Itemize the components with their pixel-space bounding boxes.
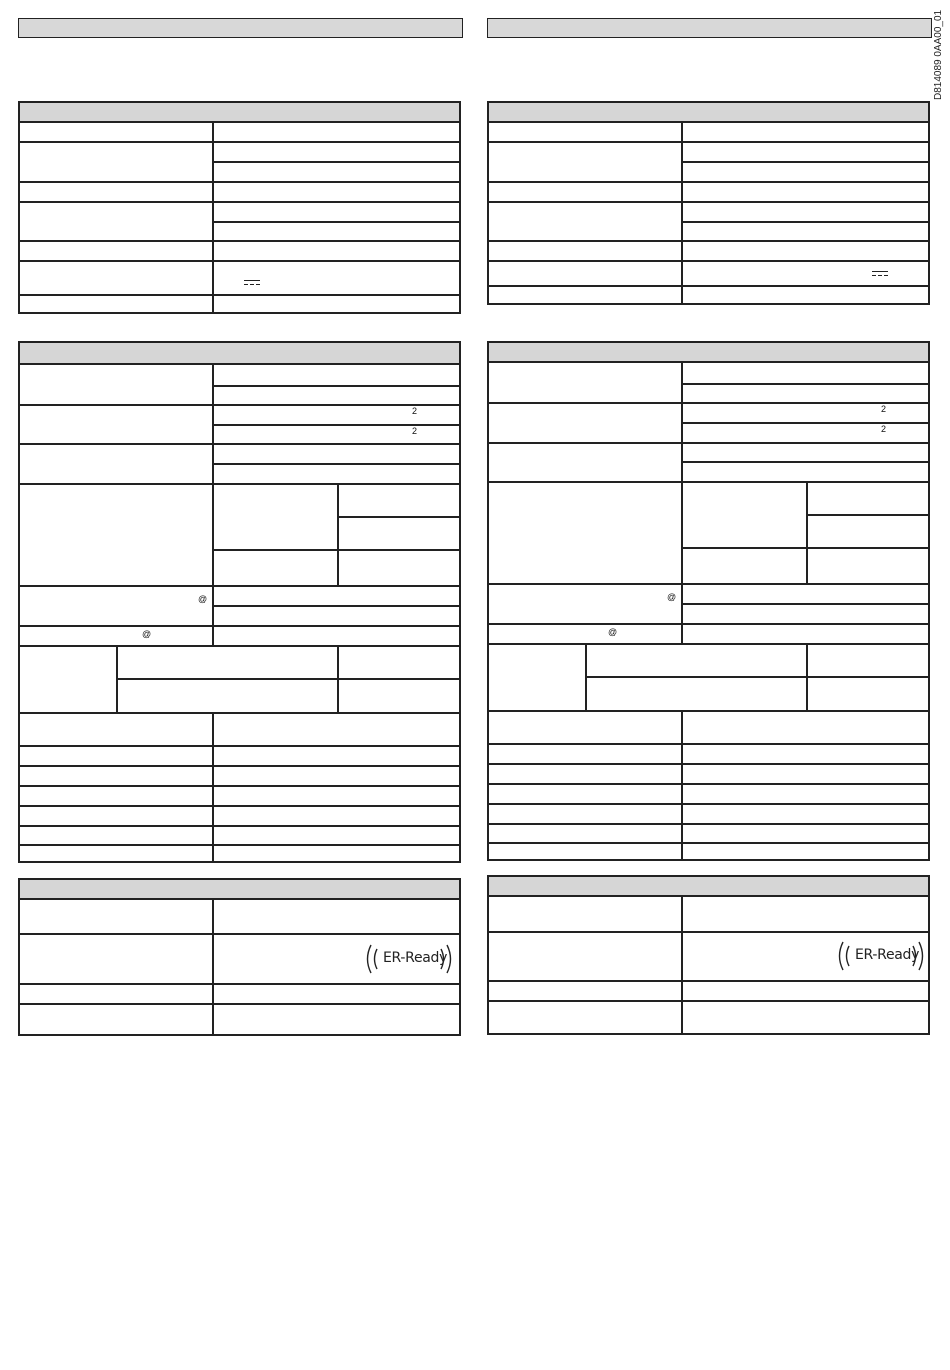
right-title-bar — [487, 18, 932, 38]
at-sign: @ — [667, 592, 677, 602]
document-reference-code: D814089 0AA00_01 — [933, 9, 944, 100]
left-section-technical — [18, 341, 461, 863]
dc-current-icon — [872, 271, 888, 277]
at-sign: @ — [142, 629, 152, 639]
erp-ready-text: ER-Ready — [383, 950, 448, 966]
superscript-two: 2 — [881, 424, 887, 434]
superscript-two: 2 — [412, 426, 418, 436]
left-title-bar — [18, 18, 463, 38]
at-sign: @ — [608, 627, 618, 637]
right-section-energy — [487, 875, 930, 1035]
section-header — [489, 343, 928, 363]
section-header — [20, 343, 459, 365]
superscript-two: 2 — [881, 404, 887, 414]
erp-ready-logo — [363, 942, 455, 976]
erp-ready-logo — [835, 939, 927, 973]
section-header — [20, 880, 459, 900]
at-sign: @ — [198, 594, 208, 604]
section-header — [20, 103, 459, 123]
dc-current-icon — [244, 280, 260, 286]
erp-ready-text: ER-Ready — [855, 947, 920, 963]
right-section-technical — [487, 341, 930, 861]
section-header — [489, 877, 928, 897]
left-section-energy — [18, 878, 461, 1036]
section-header — [489, 103, 928, 123]
right-section-general — [487, 101, 930, 305]
superscript-two: 2 — [412, 406, 418, 416]
left-section-general — [18, 101, 461, 314]
